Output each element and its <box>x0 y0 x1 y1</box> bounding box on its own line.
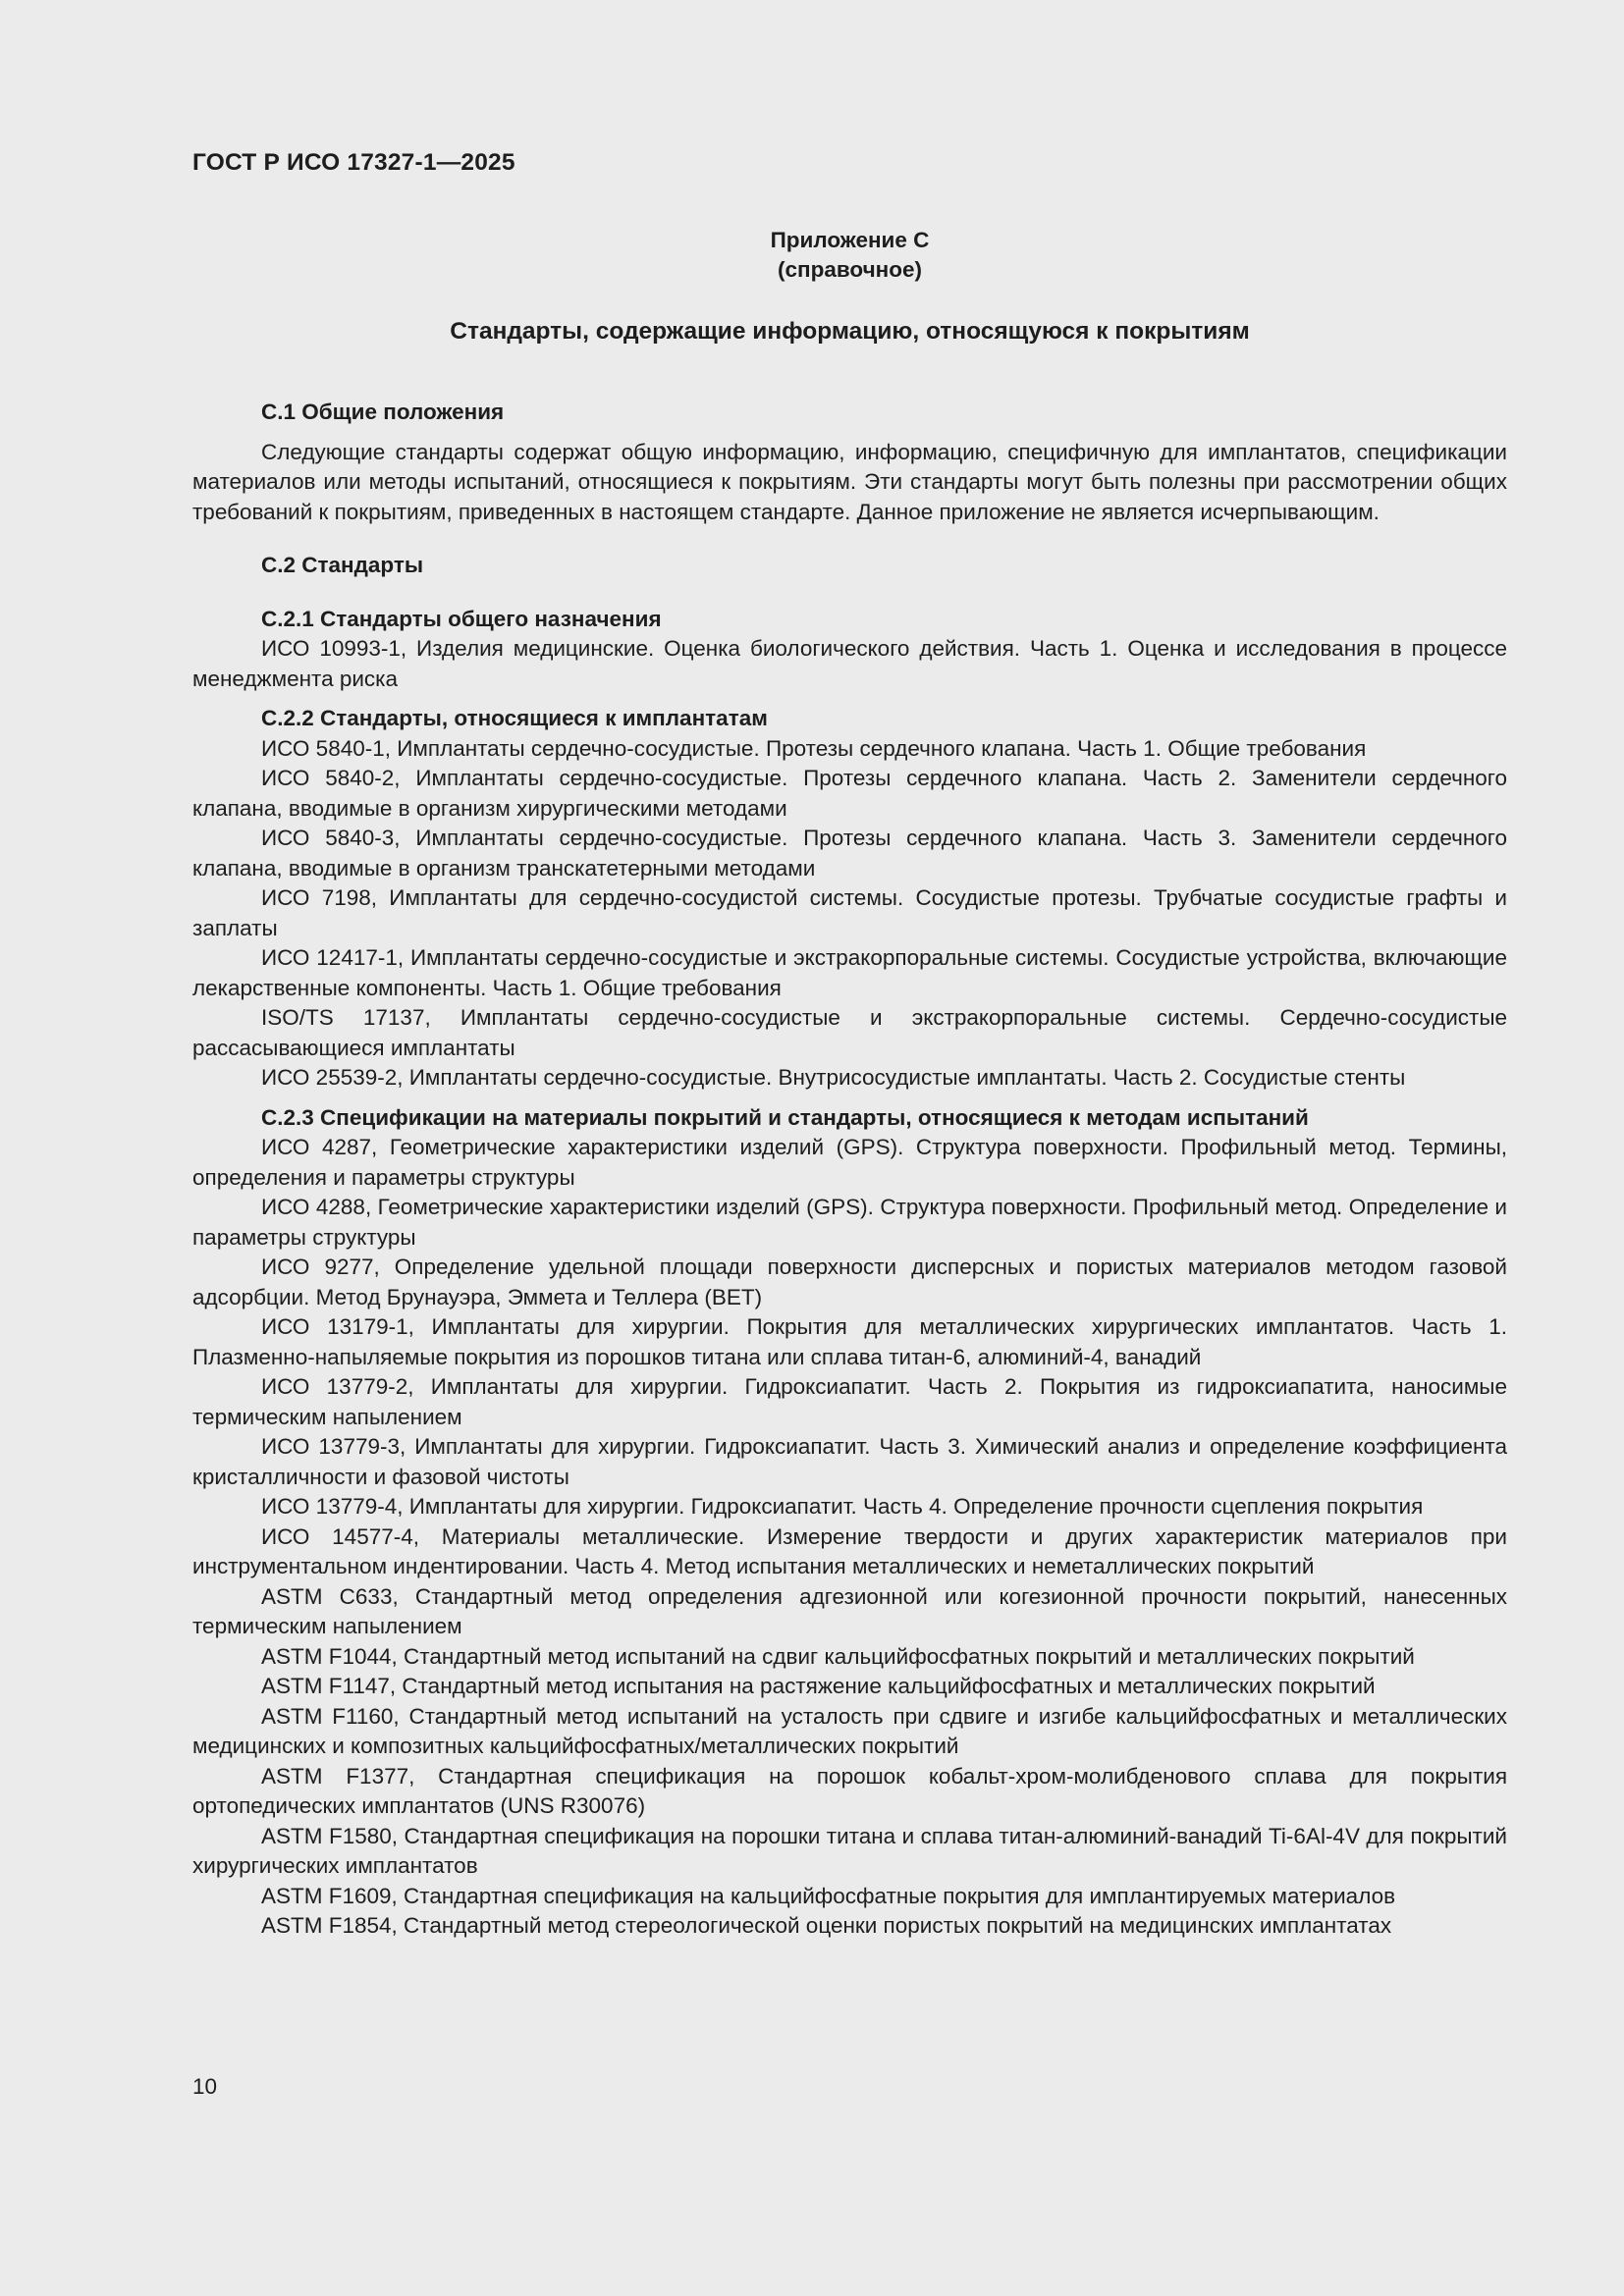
list-item: ASTM F1580, Стандартная спецификация на порошки титана и сплава титан-алюминий-ванадий Ti-6Al-4V для покрытий хирургических имплантатов <box>192 1823 1507 1878</box>
list-item: ASTM F1377, Стандартная спецификация на порошок кобальт-хром-молибденового сплава для покрытия ортопедических имплантатов (UNS R30076) <box>192 1763 1507 1818</box>
spacer <box>192 694 1507 704</box>
list-item: ИСО 25539-2, Имплантаты сердечно-сосудистые. Внутрисосудистые имплантаты. Часть 2. Сосудистые стенты <box>261 1065 1406 1090</box>
list-item: ИСО 5840-3, Имплантаты сердечно-сосудистые. Протезы сердечного клапана. Часть 3. Заменители сердечного клапана, вводимые в организм транскатетерными методами <box>192 826 1507 881</box>
spacer <box>192 527 1507 551</box>
list-item: ИСО 4287, Геометрические характеристики изделий (GPS). Структура поверхности. Профильный метод. Термины, определения и параметры структуры <box>192 1135 1507 1190</box>
appendix-label: Приложение С <box>770 228 930 252</box>
list-item: ИСО 13179-1, Имплантаты для хирургии. Покрытия для металлических хирургических имплантатов. Часть 1. Плазменно-напыляемые покрытия из порошков титана или сплава титан-6, алюминий-4, ванадий <box>192 1314 1507 1369</box>
list-item: ASTM F1609, Стандартная спецификация на кальцийфосфатные покрытия для имплантируемых материалов <box>261 1883 1396 1908</box>
section-heading-c23: С.2.3 Спецификации на материалы покрытий и стандарты, относящиеся к методам испытаний <box>261 1104 1309 1130</box>
appendix-type: (справочное) <box>778 257 922 282</box>
section-heading-c22: С.2.2 Стандарты, относящиеся к имплантатам <box>261 706 768 730</box>
list-item: ASTM F1854, Стандартный метод стереологической оценки пористых покрытий на медицинских имплантатах <box>261 1913 1392 1938</box>
document-body <box>192 398 1507 1942</box>
spacer <box>192 1094 1507 1103</box>
spacer <box>192 428 1507 438</box>
list-item: ИСО 13779-2, Имплантаты для хирургии. Гидроксиапатит. Часть 2. Покрытия из гидроксиапатита, наносимые термическим напылением <box>192 1374 1507 1429</box>
list-item: ИСО 4288, Геометрические характеристики изделий (GPS). Структура поверхности. Профильный метод. Определение и параметры структуры <box>192 1195 1507 1250</box>
document-id-header: ГОСТ Р ИСО 17327-1—2025 <box>192 149 515 176</box>
list-item: ИСО 13779-4, Имплантаты для хирургии. Гидроксиапатит. Часть 4. Определение прочности сцепления покрытия <box>261 1494 1424 1519</box>
section-heading-c1: С.1 Общие положения <box>261 400 505 424</box>
list-item: ASTM F1147, Стандартный метод испытания на растяжение кальцийфосфатных и металлических покрытий <box>261 1674 1376 1698</box>
list-item: ISO/TS 17137, Имплантаты сердечно-сосудистые и экстракорпоральные системы. Сердечно-сосудистые рассасывающиеся имплантаты <box>192 1005 1507 1060</box>
page-number: 10 <box>192 2074 218 2099</box>
list-item: ИСО 7198, Имплантаты для сердечно-сосудистой системы. Сосудистые протезы. Трубчатые сосудистые графты и заплаты <box>192 885 1507 940</box>
list-item: ИСО 5840-2, Имплантаты сердечно-сосудистые. Протезы сердечного клапана. Часть 2. Заменители сердечного клапана, вводимые в организм хирургическими методами <box>192 766 1507 821</box>
list-item: ИСО 5840-1, Имплантаты сердечно-сосудистые. Протезы сердечного клапана. Часть 1. Общие требования <box>261 735 1367 761</box>
appendix-heading: Стандарты, содержащие информацию, относящуюся к покрытиям <box>450 318 1250 345</box>
section-heading-c21: С.2.1 Стандарты общего назначения <box>261 606 662 631</box>
list-item: ИСО 9277, Определение удельной площади поверхности дисперсных и пористых материалов методом газовой адсорбции. Метод Брунауэра, Эммета и Теллера (BET) <box>192 1255 1507 1309</box>
section-heading-c2: С.2 Стандарты <box>261 553 424 577</box>
list-item: ИСО 14577-4, Материалы металлические. Измерение твердости и других характеристик материалов при инструментальном индентировании. Часть 4. Метод испытания металлических и неметаллических покрытий <box>192 1523 1507 1578</box>
list-item: ИСО 13779-3, Имплантаты для хирургии. Гидроксиапатит. Часть 3. Химический анализ и определение коэффициента кристалличности и фазовой чистоты <box>192 1434 1507 1489</box>
spacer <box>192 581 1507 605</box>
list-item: ASTM F1160, Стандартный метод испытаний на усталость при сдвиге и изгибе кальцийфосфатных и металлических медицинских и композитных кальцийфосфатных/металлических покрытий <box>192 1703 1507 1758</box>
list-item: ИСО 10993-1, Изделия медицинские. Оценка биологического действия. Часть 1. Оценка и исследования в процессе менеджмента риска <box>192 636 1507 691</box>
paragraph-c1: Следующие стандарты содержат общую информацию, информацию, специфичную для имплантатов, спецификации материалов или методы испытаний, относящиеся к покрытиям. Эти стандарты могут быть полезны при рассмотрении общих требований к покрытиям, приведенных в настоящем стандарте. Данное приложение не является исчерпывающим. <box>192 439 1507 524</box>
document-page <box>192 0 1507 2296</box>
appendix-title-block <box>192 226 1507 285</box>
list-item: ASTM C633, Стандартный метод определения адгезионной или когезионной прочности покрытий, нанесенных термическим напылением <box>192 1583 1507 1638</box>
list-item: ASTM F1044, Стандартный метод испытаний на сдвиг кальцийфосфатных покрытий и металлических покрытий <box>261 1643 1415 1669</box>
list-item: ИСО 12417-1, Имплантаты сердечно-сосудистые и экстракорпоральные системы. Сосудистые устройства, включающие лекарственные компоненты. Часть 1. Общие требования <box>192 945 1507 1000</box>
